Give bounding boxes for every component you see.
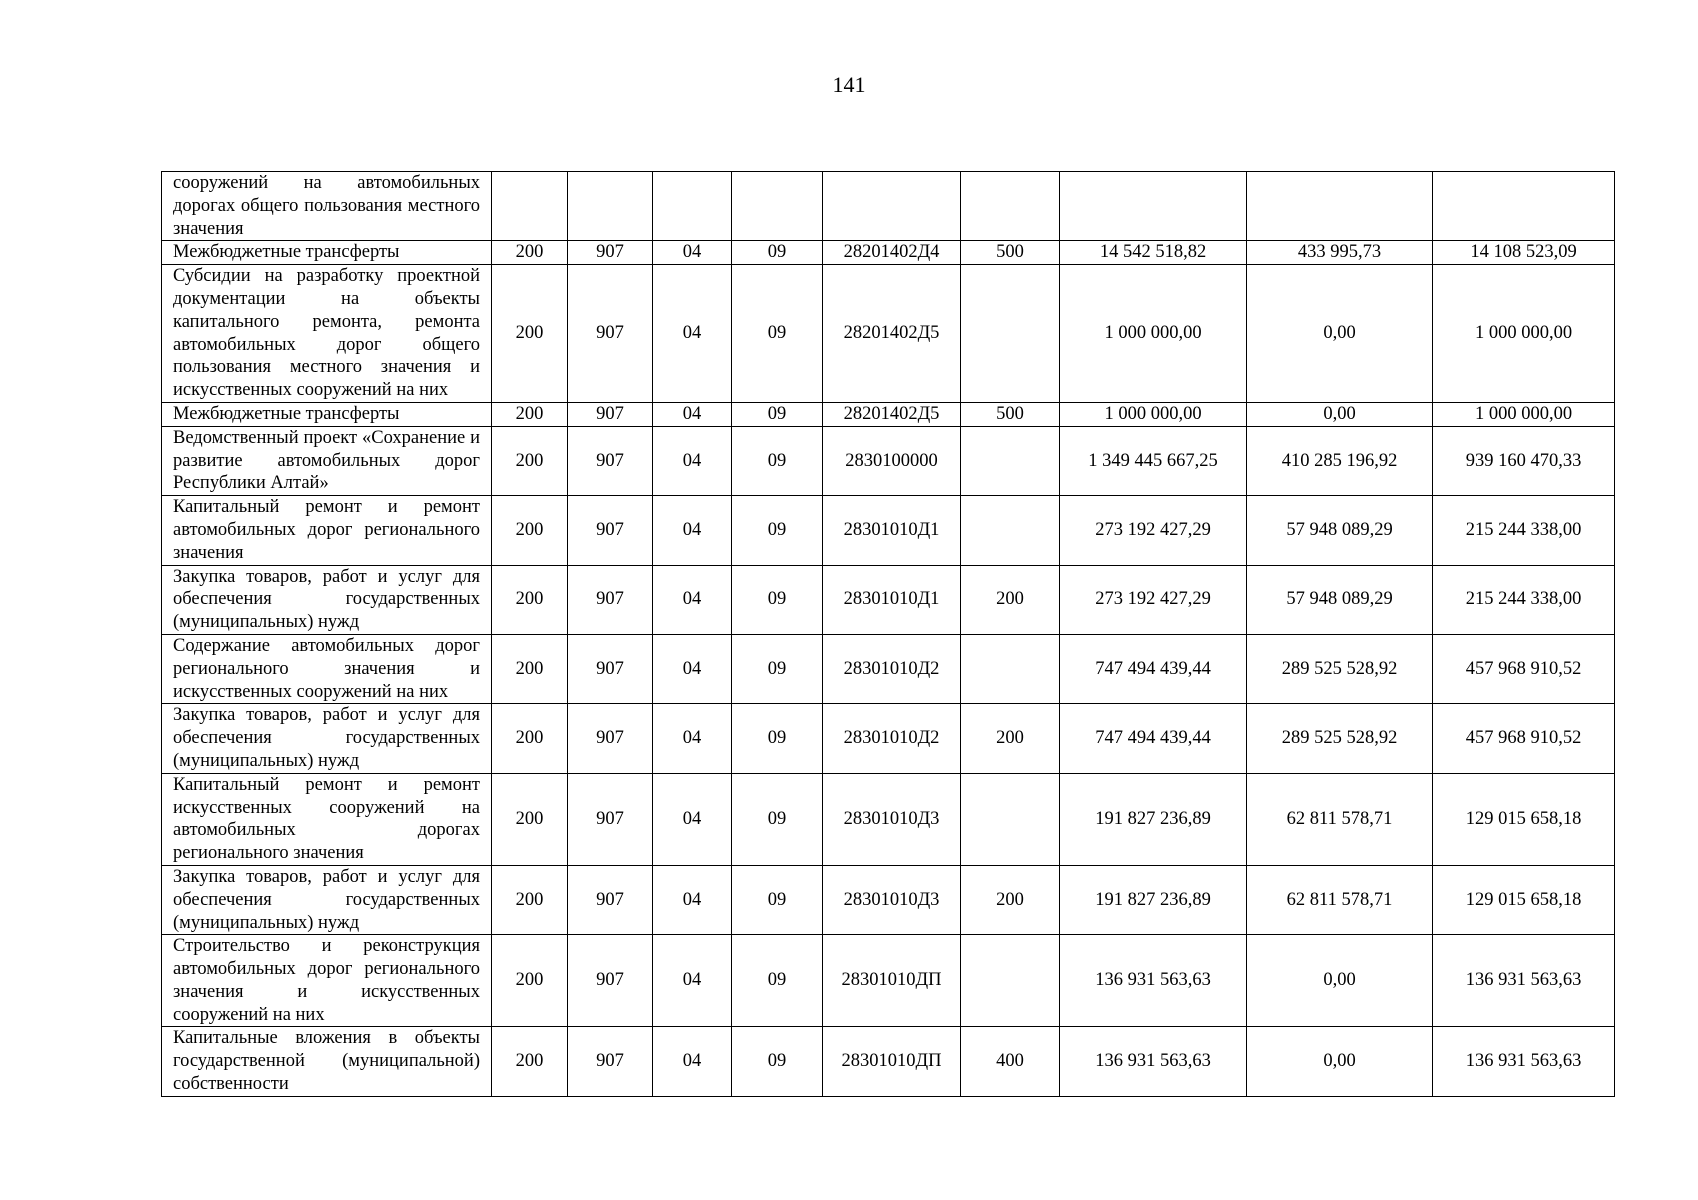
expense-type-cell: 500 xyxy=(961,402,1060,426)
amount-2-cell: 433 995,73 xyxy=(1247,241,1433,265)
name-cell: Капитальные вложения в объекты государственной (муниципальной) собственности xyxy=(162,1027,492,1096)
amount-3-cell: 457 968 910,52 xyxy=(1433,704,1615,773)
section-code-cell: 200 xyxy=(492,426,568,495)
amount-3-cell: 14 108 523,09 xyxy=(1433,241,1615,265)
subchapter-code-cell xyxy=(732,172,823,241)
amount-total-cell: 191 827 236,89 xyxy=(1060,865,1247,934)
amount-3-cell: 457 968 910,52 xyxy=(1433,634,1615,703)
amount-3-cell: 215 244 338,00 xyxy=(1433,565,1615,634)
chapter-code-cell: 04 xyxy=(653,496,732,565)
department-code-cell: 907 xyxy=(568,241,653,265)
name-cell: Субсидии на разработку проектной документации на объекты капитального ремонта, ремонта автомобильных дорог общего пользования местного значения и искусственных сооружений на них xyxy=(162,265,492,403)
target-article-cell: 28201402Д5 xyxy=(823,265,961,403)
section-code-cell: 200 xyxy=(492,634,568,703)
amount-3-cell: 1 000 000,00 xyxy=(1433,265,1615,403)
chapter-code-cell: 04 xyxy=(653,265,732,403)
chapter-code-cell: 04 xyxy=(653,1027,732,1096)
amount-3-cell: 215 244 338,00 xyxy=(1433,496,1615,565)
expense-type-cell: 200 xyxy=(961,704,1060,773)
target-article-cell: 28201402Д4 xyxy=(823,241,961,265)
chapter-code-cell: 04 xyxy=(653,704,732,773)
target-article-cell: 28301010ДП xyxy=(823,1027,961,1096)
amount-2-cell: 0,00 xyxy=(1247,935,1433,1027)
target-article-cell: 28301010Д2 xyxy=(823,634,961,703)
section-code-cell: 200 xyxy=(492,935,568,1027)
target-article-cell: 28201402Д5 xyxy=(823,402,961,426)
expense-type-cell: 500 xyxy=(961,241,1060,265)
target-article-cell: 28301010Д2 xyxy=(823,704,961,773)
subchapter-code-cell: 09 xyxy=(732,402,823,426)
department-code-cell: 907 xyxy=(568,704,653,773)
table-row xyxy=(162,865,1615,934)
table-body xyxy=(162,172,1615,1097)
amount-2-cell: 57 948 089,29 xyxy=(1247,565,1433,634)
subchapter-code-cell: 09 xyxy=(732,935,823,1027)
section-code-cell: 200 xyxy=(492,402,568,426)
chapter-code-cell: 04 xyxy=(653,565,732,634)
target-article-cell: 28301010Д1 xyxy=(823,565,961,634)
subchapter-code-cell: 09 xyxy=(732,565,823,634)
department-code-cell: 907 xyxy=(568,634,653,703)
section-code-cell: 200 xyxy=(492,565,568,634)
amount-3-cell: 1 000 000,00 xyxy=(1433,402,1615,426)
expense-type-cell: 200 xyxy=(961,865,1060,934)
subchapter-code-cell: 09 xyxy=(732,634,823,703)
amount-2-cell xyxy=(1247,172,1433,241)
section-code-cell: 200 xyxy=(492,1027,568,1096)
amount-2-cell: 0,00 xyxy=(1247,265,1433,403)
expense-type-cell xyxy=(961,496,1060,565)
chapter-code-cell: 04 xyxy=(653,241,732,265)
table-row xyxy=(162,704,1615,773)
table-row xyxy=(162,935,1615,1027)
expense-type-cell xyxy=(961,935,1060,1027)
target-article-cell: 28301010ДП xyxy=(823,935,961,1027)
department-code-cell: 907 xyxy=(568,773,653,865)
amount-3-cell: 136 931 563,63 xyxy=(1433,1027,1615,1096)
chapter-code-cell: 04 xyxy=(653,935,732,1027)
table-row xyxy=(162,496,1615,565)
expense-type-cell xyxy=(961,426,1060,495)
budget-table xyxy=(161,171,1615,1097)
department-code-cell: 907 xyxy=(568,496,653,565)
amount-2-cell: 62 811 578,71 xyxy=(1247,773,1433,865)
subchapter-code-cell: 09 xyxy=(732,773,823,865)
chapter-code-cell: 04 xyxy=(653,865,732,934)
expense-type-cell: 400 xyxy=(961,1027,1060,1096)
table-row xyxy=(162,634,1615,703)
section-code-cell: 200 xyxy=(492,865,568,934)
department-code-cell: 907 xyxy=(568,265,653,403)
target-article-cell: 28301010Д3 xyxy=(823,865,961,934)
section-code-cell: 200 xyxy=(492,265,568,403)
name-cell: Межбюджетные трансферты xyxy=(162,241,492,265)
department-code-cell: 907 xyxy=(568,565,653,634)
subchapter-code-cell: 09 xyxy=(732,241,823,265)
table-row xyxy=(162,402,1615,426)
amount-total-cell: 747 494 439,44 xyxy=(1060,634,1247,703)
amount-total-cell: 1 000 000,00 xyxy=(1060,265,1247,403)
table-row xyxy=(162,426,1615,495)
amount-3-cell: 129 015 658,18 xyxy=(1433,865,1615,934)
amount-2-cell: 289 525 528,92 xyxy=(1247,704,1433,773)
name-cell: Закупка товаров, работ и услуг для обеспечения государственных (муниципальных) нужд xyxy=(162,704,492,773)
name-cell: Закупка товаров, работ и услуг для обеспечения государственных (муниципальных) нужд xyxy=(162,565,492,634)
amount-2-cell: 289 525 528,92 xyxy=(1247,634,1433,703)
expense-type-cell xyxy=(961,773,1060,865)
amount-total-cell: 136 931 563,63 xyxy=(1060,1027,1247,1096)
amount-2-cell: 0,00 xyxy=(1247,1027,1433,1096)
department-code-cell: 907 xyxy=(568,865,653,934)
amount-total-cell: 136 931 563,63 xyxy=(1060,935,1247,1027)
name-cell: Ведомственный проект «Сохранение и развитие автомобильных дорог Республики Алтай» xyxy=(162,426,492,495)
amount-3-cell: 939 160 470,33 xyxy=(1433,426,1615,495)
department-code-cell: 907 xyxy=(568,426,653,495)
target-article-cell xyxy=(823,172,961,241)
section-code-cell: 200 xyxy=(492,773,568,865)
department-code-cell: 907 xyxy=(568,1027,653,1096)
amount-2-cell: 57 948 089,29 xyxy=(1247,496,1433,565)
department-code-cell: 907 xyxy=(568,935,653,1027)
name-cell: Строительство и реконструкция автомобильных дорог регионального значения и искусственных сооружений на них xyxy=(162,935,492,1027)
amount-total-cell: 14 542 518,82 xyxy=(1060,241,1247,265)
table-row xyxy=(162,773,1615,865)
name-cell: сооружений на автомобильных дорогах общего пользования местного значения xyxy=(162,172,492,241)
chapter-code-cell: 04 xyxy=(653,426,732,495)
subchapter-code-cell: 09 xyxy=(732,704,823,773)
section-code-cell: 200 xyxy=(492,241,568,265)
amount-total-cell: 747 494 439,44 xyxy=(1060,704,1247,773)
section-code-cell: 200 xyxy=(492,496,568,565)
table-row xyxy=(162,1027,1615,1096)
amount-3-cell xyxy=(1433,172,1615,241)
chapter-code-cell: 04 xyxy=(653,634,732,703)
subchapter-code-cell: 09 xyxy=(732,265,823,403)
subchapter-code-cell: 09 xyxy=(732,426,823,495)
page-number: 141 xyxy=(832,72,866,97)
target-article-cell: 2830100000 xyxy=(823,426,961,495)
name-cell: Капитальный ремонт и ремонт автомобильных дорог регионального значения xyxy=(162,496,492,565)
chapter-code-cell xyxy=(653,172,732,241)
amount-total-cell: 1 349 445 667,25 xyxy=(1060,426,1247,495)
amount-2-cell: 62 811 578,71 xyxy=(1247,865,1433,934)
section-code-cell xyxy=(492,172,568,241)
table-row xyxy=(162,172,1615,241)
amount-total-cell: 191 827 236,89 xyxy=(1060,773,1247,865)
name-cell: Содержание автомобильных дорог регионального значения и искусственных сооружений на них xyxy=(162,634,492,703)
table-row xyxy=(162,565,1615,634)
amount-3-cell: 136 931 563,63 xyxy=(1433,935,1615,1027)
amount-total-cell: 273 192 427,29 xyxy=(1060,565,1247,634)
expense-type-cell: 200 xyxy=(961,565,1060,634)
amount-total-cell xyxy=(1060,172,1247,241)
department-code-cell: 907 xyxy=(568,402,653,426)
name-cell: Закупка товаров, работ и услуг для обеспечения государственных (муниципальных) нужд xyxy=(162,865,492,934)
name-cell: Межбюджетные трансферты xyxy=(162,402,492,426)
subchapter-code-cell: 09 xyxy=(732,1027,823,1096)
chapter-code-cell: 04 xyxy=(653,402,732,426)
subchapter-code-cell: 09 xyxy=(732,496,823,565)
table-row xyxy=(162,265,1615,403)
amount-3-cell: 129 015 658,18 xyxy=(1433,773,1615,865)
target-article-cell: 28301010Д3 xyxy=(823,773,961,865)
amount-total-cell: 273 192 427,29 xyxy=(1060,496,1247,565)
expense-type-cell xyxy=(961,634,1060,703)
department-code-cell xyxy=(568,172,653,241)
amount-total-cell: 1 000 000,00 xyxy=(1060,402,1247,426)
chapter-code-cell: 04 xyxy=(653,773,732,865)
amount-2-cell: 0,00 xyxy=(1247,402,1433,426)
expense-type-cell xyxy=(961,172,1060,241)
subchapter-code-cell: 09 xyxy=(732,865,823,934)
name-cell: Капитальный ремонт и ремонт искусственных сооружений на автомобильных дорогах регионального значения xyxy=(162,773,492,865)
amount-2-cell: 410 285 196,92 xyxy=(1247,426,1433,495)
expense-type-cell xyxy=(961,265,1060,403)
table-row xyxy=(162,241,1615,265)
target-article-cell: 28301010Д1 xyxy=(823,496,961,565)
section-code-cell: 200 xyxy=(492,704,568,773)
